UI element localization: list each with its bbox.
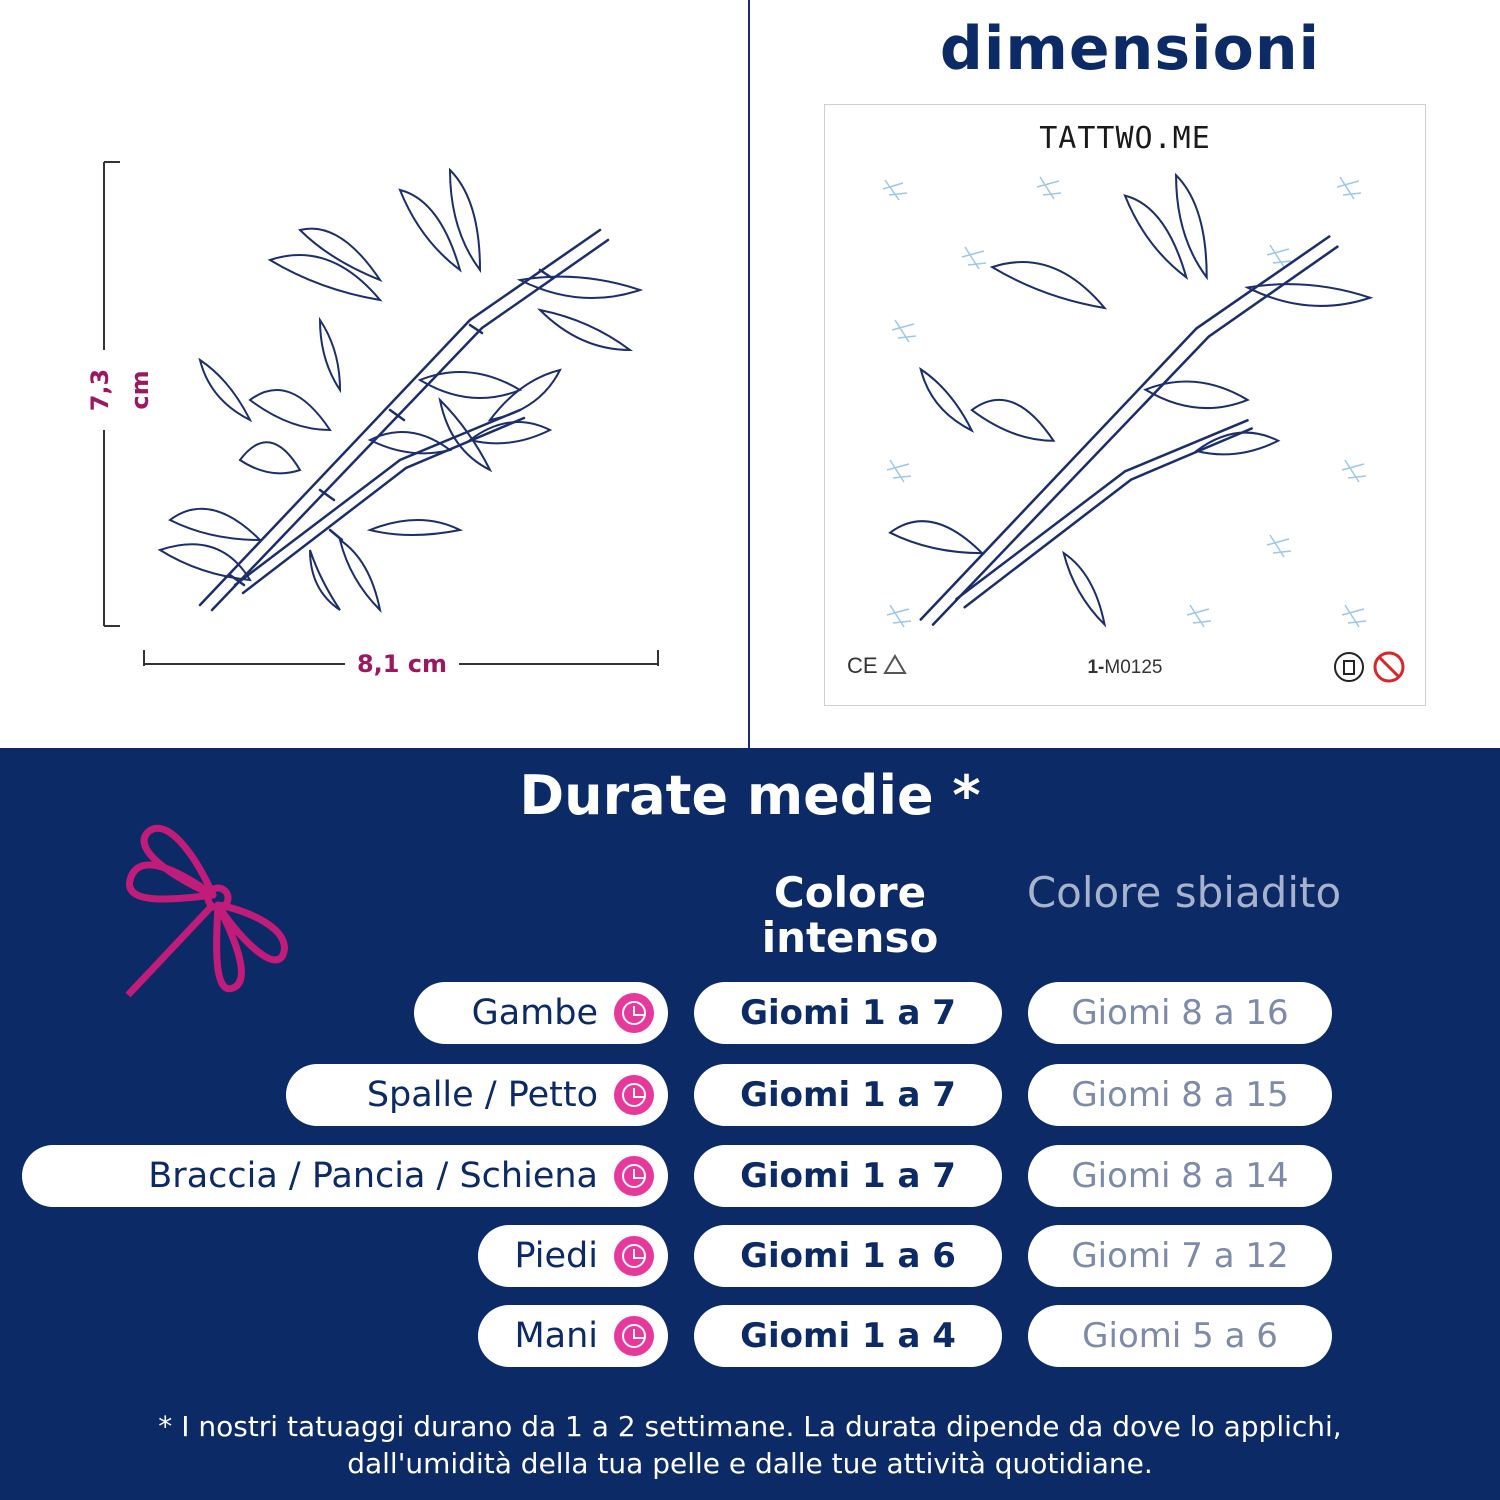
faded-value: Giomi 8 a 14	[1028, 1145, 1332, 1207]
clock-icon	[614, 1316, 654, 1356]
vertical-divider	[748, 0, 750, 748]
tattoo-sheet-preview	[824, 104, 1426, 706]
row-label: Gambe	[471, 993, 598, 1033]
column-intense-header: Colore intenso	[761, 868, 939, 962]
row-label-pill	[22, 1145, 668, 1207]
dragonfly-icon	[118, 810, 298, 1010]
clock-icon	[614, 1156, 654, 1196]
height-label: 7,3 cm	[80, 350, 120, 430]
clock-icon	[614, 1075, 654, 1115]
faded-value: Giomi 7 a 12	[1028, 1225, 1332, 1287]
faded-value: Giomi 8 a 16	[1028, 982, 1332, 1044]
faded-value: Giomi 5 a 6	[1028, 1305, 1332, 1367]
recycle-icon	[881, 653, 909, 681]
intense-value: Giomi 1 a 6	[694, 1225, 1002, 1287]
product-code	[1055, 657, 1195, 679]
clock-icon	[614, 1236, 654, 1276]
faded-value: Giomi 8 a 15	[1028, 1064, 1332, 1126]
clock-icon	[614, 993, 654, 1033]
ce-mark: CE	[847, 653, 878, 678]
dimensions-title: dimensioni	[939, 14, 1321, 84]
no-children-icon	[1373, 651, 1405, 683]
width-label-wrap	[144, 650, 660, 678]
brand-logo-text: TATTWO.ME	[1039, 121, 1211, 156]
code-prefix: 1-	[1087, 657, 1105, 678]
footnote-line-1: * I nostri tatuaggi durano da 1 a 2 settimane. La durata dipende da dove lo applichi,	[158, 1410, 1342, 1443]
column-faded-header: Colore sbiadito	[1026, 868, 1342, 917]
intense-value: Giomi 1 a 7	[694, 1145, 1002, 1207]
row-label-pill	[478, 1225, 668, 1287]
dimensions-section	[0, 0, 1500, 748]
row-label: Braccia / Pancia / Schiena	[148, 1156, 598, 1196]
row-label-pill	[286, 1064, 668, 1126]
bamboo-illustration	[140, 160, 660, 630]
row-label: Piedi	[514, 1236, 598, 1276]
row-label: Mani	[514, 1316, 598, 1356]
width-label: 8,1 cm	[345, 650, 459, 678]
trash-bin-icon	[1333, 651, 1365, 683]
code-number: M0125	[1104, 657, 1163, 678]
intense-value: Giomi 1 a 7	[694, 982, 1002, 1044]
bamboo-preview	[855, 165, 1395, 645]
row-label-pill	[478, 1305, 668, 1367]
duration-title: Durate medie *	[519, 764, 981, 827]
intense-value: Giomi 1 a 7	[694, 1064, 1002, 1126]
row-label-pill	[414, 982, 668, 1044]
footnote	[40, 1408, 1460, 1482]
intense-value: Giomi 1 a 4	[694, 1305, 1002, 1367]
footnote-line-2: dall'umidità della tua pelle e dalle tue attività quotidiane.	[347, 1447, 1153, 1480]
row-label: Spalle / Petto	[366, 1075, 598, 1115]
